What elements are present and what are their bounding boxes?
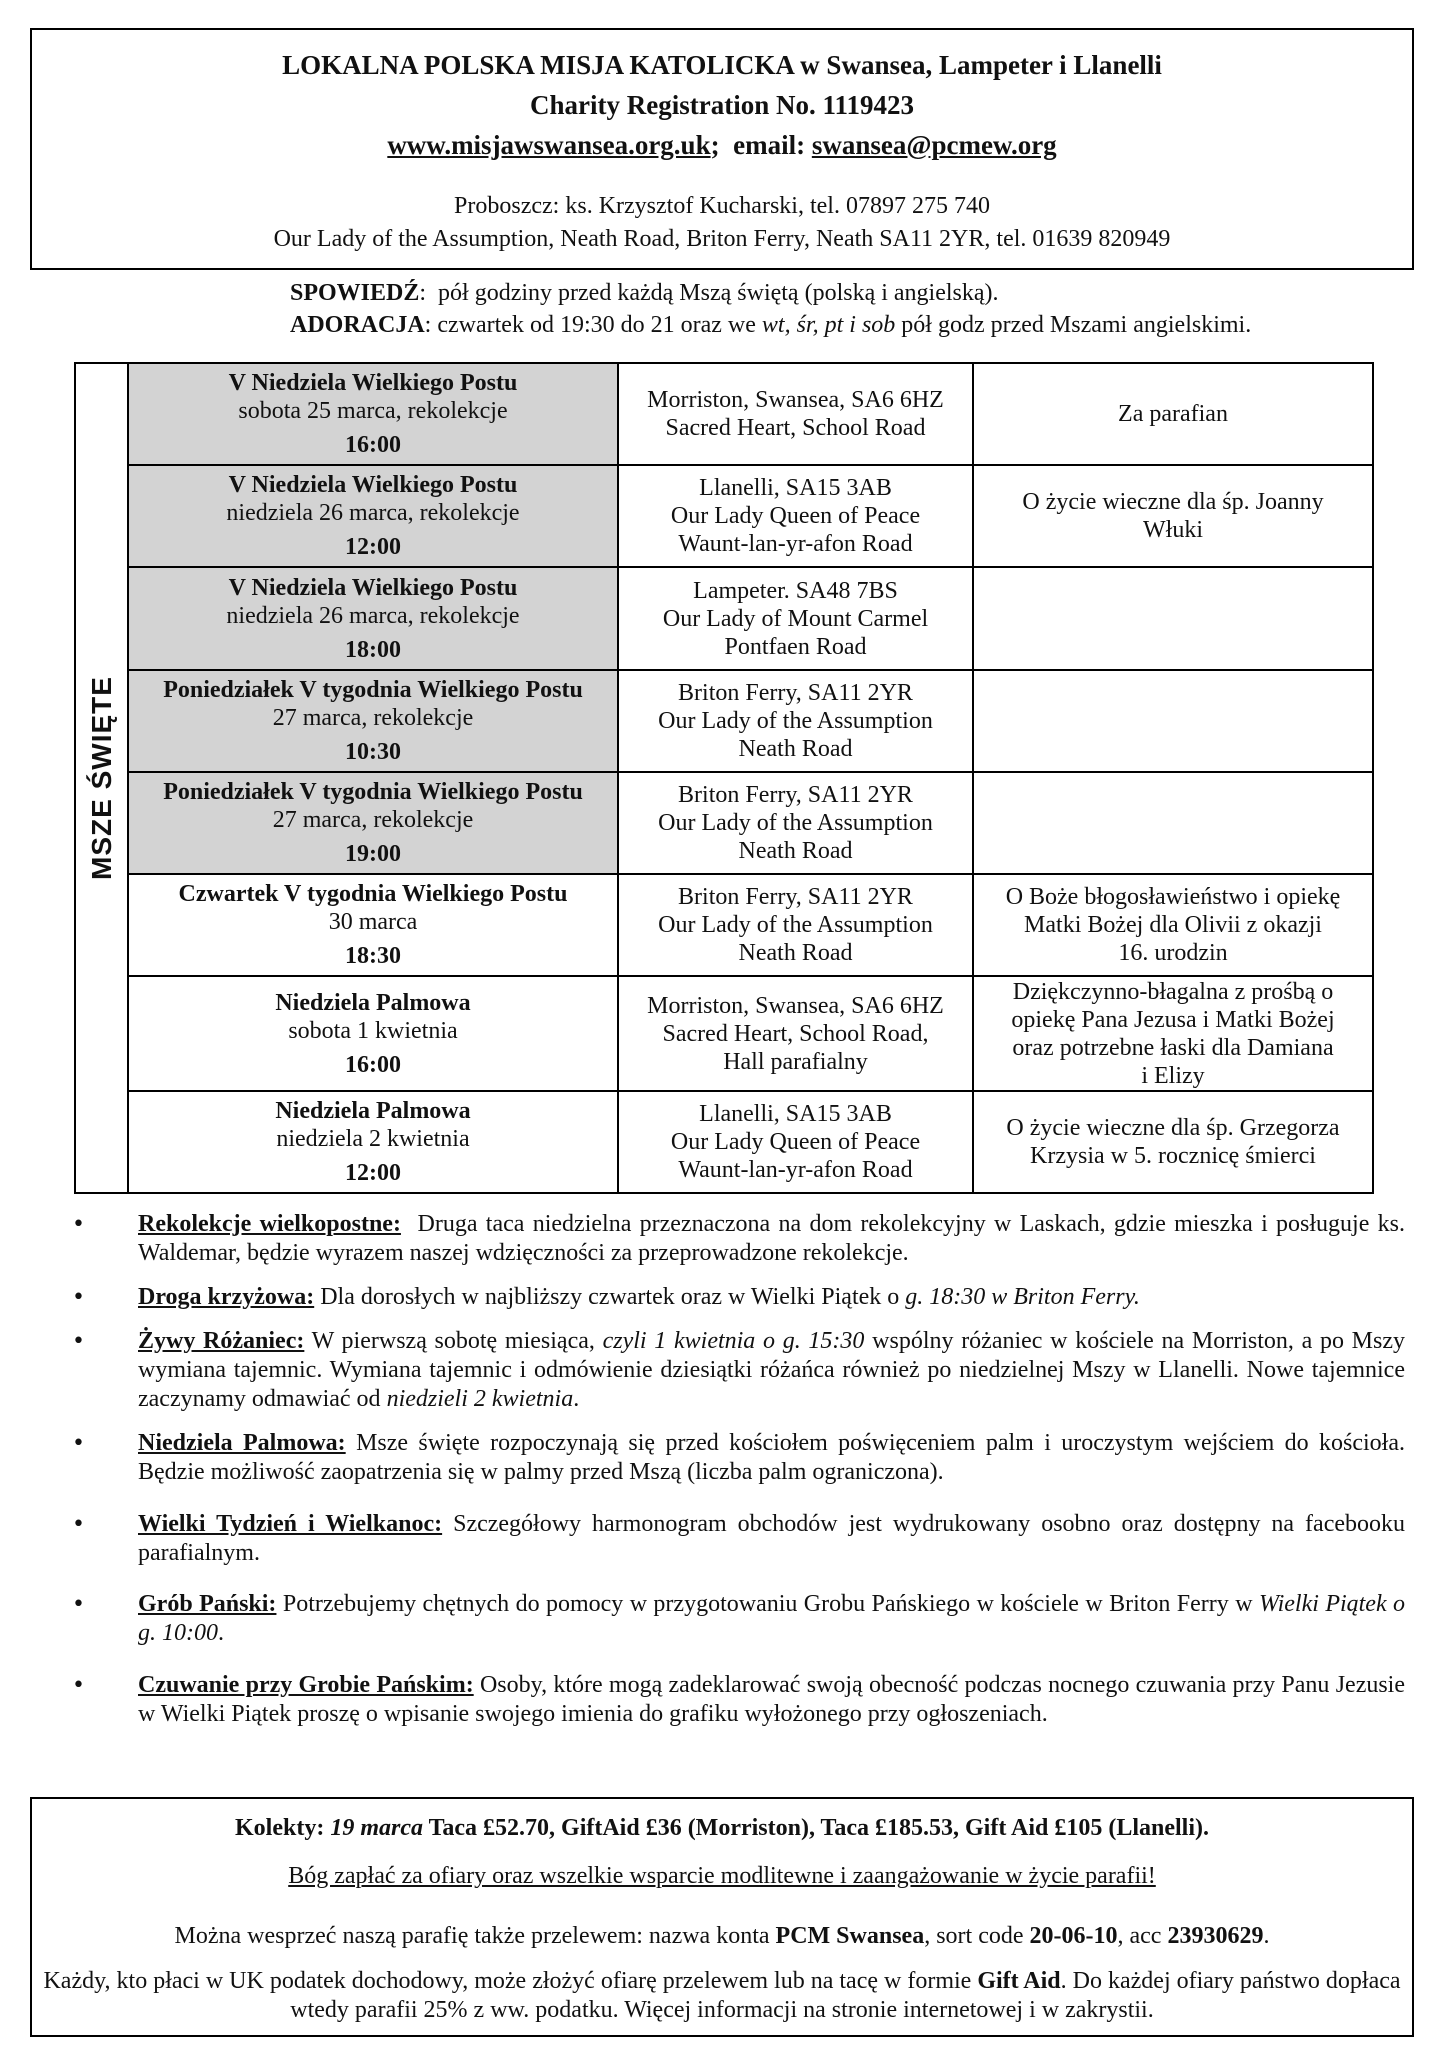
intention-line: O Boże błogosławieństwo i opiekę bbox=[1005, 884, 1341, 911]
mass-date: niedziela 26 marca, rekolekcje bbox=[226, 500, 520, 527]
place-line: Morriston, Swansea, SA6 6HZ bbox=[647, 992, 944, 1019]
mass-time: 16:00 bbox=[345, 432, 401, 459]
table-row bbox=[75, 874, 1373, 976]
mass-title: V Niedziela Wielkiego Postu bbox=[228, 472, 518, 499]
mass-date-cell bbox=[128, 874, 618, 976]
place-line: Waunt-lan-yr-afon Road bbox=[678, 531, 913, 558]
confession-text: pół godziny przed każdą Mszą świętą (polską i angielską). bbox=[438, 280, 999, 306]
notice-title: Wielki Tydzień i Wielkanoc: bbox=[138, 1511, 443, 1537]
mass-place-cell bbox=[618, 772, 973, 874]
table-row bbox=[75, 465, 1373, 567]
mass-date-cell bbox=[128, 465, 618, 567]
giftaid-line bbox=[32, 1967, 1412, 2025]
mass-place-cell bbox=[618, 465, 973, 567]
intention-line: O życie wieczne dla śp. Grzegorza bbox=[1006, 1114, 1340, 1141]
mass-date: niedziela 26 marca, rekolekcje bbox=[226, 602, 520, 629]
place-line: Pontfaen Road bbox=[724, 633, 867, 660]
intention-line: 16. urodzin bbox=[1118, 940, 1228, 967]
list-item: • Droga krzyżowa: Dla dorosłych w najbliższy czwartek oraz w Wielki Piątek o g. 18:30 w Briton Ferry. bbox=[72, 1284, 1140, 1310]
mass-title: Niedziela Palmowa bbox=[275, 1097, 471, 1124]
acc-label: , acc bbox=[1117, 1923, 1162, 1949]
period: . bbox=[1263, 1923, 1270, 1949]
place-line: Briton Ferry, SA11 2YR bbox=[678, 679, 913, 706]
confession-label: SPOWIEDŹ bbox=[290, 280, 420, 306]
mission-title: LOKALNA POLSKA MISJA KATOLICKA w Swansea, Lampeter i Llanelli bbox=[282, 50, 1162, 80]
notice-text: W pierwszą sobotę miesiąca, bbox=[311, 1328, 595, 1354]
list-item: • Rekolekcje wielkopostne: Druga taca niedzielna przeznaczona na dom rekolekcyjny w Laskach, gdzie mieszka i posługuje ks. Waldemar, będzie wyrazem naszej wdzięczności za przeprowadzone rekolekcje. bbox=[72, 1211, 1405, 1266]
collections-text: Taca £52.70, GiftAid £36 (Morriston), Taca £185.53, Gift Aid £105 (Llanelli). bbox=[428, 1815, 1210, 1841]
place-line: Neath Road bbox=[738, 940, 853, 967]
notice-title: Grób Pański: bbox=[138, 1591, 277, 1617]
mass-date: sobota 1 kwietnia bbox=[288, 1017, 458, 1044]
place-line: Lampeter. SA48 7BS bbox=[693, 577, 898, 604]
charity-registration: Charity Registration No. 1119423 bbox=[530, 90, 914, 120]
mass-time: 18:30 bbox=[345, 943, 401, 970]
adoration-line: ADORACJA: czwartek od 19:30 do 21 oraz we wt, śr, pt i sob pół godz przed Mszami angielskimi. bbox=[290, 312, 1252, 338]
table-row bbox=[75, 567, 1373, 669]
place-line: Our Lady Queen of Peace bbox=[670, 503, 921, 530]
notice-title: Niedziela Palmowa: bbox=[138, 1430, 346, 1456]
adoration-text-before: czwartek od 19:30 do 21 oraz we bbox=[437, 312, 756, 338]
place-line: Morriston, Swansea, SA6 6HZ bbox=[647, 387, 944, 414]
confession-line: SPOWIEDŹ: pół godziny przed każdą Mszą świętą (polską i angielską). bbox=[290, 280, 999, 306]
intention-line: Włuki bbox=[1143, 517, 1203, 544]
mass-time: 12:00 bbox=[345, 1159, 401, 1186]
mass-date: 30 marca bbox=[328, 909, 418, 936]
notice-text: Osoby, które mogą zadeklarować swoją obecność podczas nocnego czuwania przy Panu Jezusie w Wielki Piątek proszę o wpisanie swojego imienia do grafiku wyłożonego przy ogłoszeniach. bbox=[138, 1672, 1406, 1727]
mass-time: 12:00 bbox=[345, 534, 401, 561]
table-row bbox=[75, 1091, 1373, 1193]
contact-line: www.misjawswansea.org.uk; email: swansea@pcmew.org bbox=[387, 130, 1057, 160]
place-line: Hall parafialny bbox=[723, 1048, 868, 1075]
priest-info: Proboszcz: ks. Krzysztof Kucharski, tel. 07897 275 740 bbox=[454, 193, 990, 219]
place-line: Neath Road bbox=[738, 838, 853, 865]
table-row bbox=[75, 772, 1373, 874]
side-label: MSZE ŚWIĘTE bbox=[85, 676, 117, 880]
mass-date: sobota 25 marca, rekolekcje bbox=[238, 398, 508, 425]
email-link[interactable]: swansea@pcmew.org bbox=[811, 130, 1057, 160]
mass-place-cell bbox=[618, 670, 973, 772]
notice-title: Żywy Różaniec: bbox=[138, 1328, 305, 1354]
notice-title: Czuwanie przy Grobie Pańskim: bbox=[138, 1672, 474, 1698]
notice-text: Msze święte rozpoczynają się przed kościołem poświęceniem palm i uroczystym wejściem do kościoła. Będzie możliwość zaopatrzenia się w palmy przed Mszą (liczba palm ograniczona). bbox=[138, 1430, 1405, 1485]
notice-text: Potrzebujemy chętnych do pomocy w przygotowaniu Grobu Pańskiego w kościele w Briton Ferry w bbox=[282, 1591, 1253, 1617]
intention-line: opiekę Pana Jezusa i Matki Bożej bbox=[1011, 1006, 1335, 1033]
list-item: • Niedziela Palmowa: Msze święte rozpoczynają się przed kościołem poświęceniem palm i uroczystym wejściem do kościoła. Będzie możliwość zaopatrzenia się w palmy przed Mszą (liczba palm ograniczona). bbox=[72, 1430, 1405, 1485]
mass-schedule-table bbox=[74, 362, 1374, 1194]
list-item: • Żywy Różaniec: W pierwszą sobotę miesiąca, czyli 1 kwietnia o g. 15:30 wspólny różaniec w kościele na Morriston, a po Mszy wymiana tajemnic. Wymiana tajemnic i odmówienie dziesiątki różańca również po niedzielnej Mszy w Llanelli. Nowe tajemnice zaczynamy odmawiać od niedzieli 2 kwietnia. bbox=[72, 1328, 1406, 1412]
place-line: Our Lady of the Assumption bbox=[658, 707, 933, 734]
place-line: Llanelli, SA15 3AB bbox=[699, 475, 892, 502]
mass-date: niedziela 2 kwietnia bbox=[276, 1125, 470, 1152]
notice-text: wspólny różaniec w kościele na Morriston, a po Mszy wymiana tajemnic. Wymiana tajemnic i odmówienie dziesiątki różańca również po niedzielnej Mszy w Llanelli. Nowe tajemnice zaczynamy odmawiać od bbox=[138, 1328, 1406, 1412]
adoration-label: ADORACJA bbox=[290, 312, 425, 338]
notice-text: Dla dorosłych w najbliższy czwartek oraz w Wielki Piątek o bbox=[320, 1284, 900, 1310]
intention-line: O życie wieczne dla śp. Joanny bbox=[1022, 489, 1324, 516]
header-box bbox=[30, 28, 1414, 270]
intention-line: Za parafian bbox=[1118, 401, 1228, 428]
mass-title: Poniedziałek V tygodnia Wielkiego Postu bbox=[163, 779, 583, 806]
mass-intention-cell bbox=[973, 465, 1373, 567]
giftaid-name: Gift Aid bbox=[977, 1968, 1061, 1994]
mass-date-cell bbox=[128, 567, 618, 669]
mass-time: 16:00 bbox=[345, 1051, 401, 1078]
notice-title: Droga krzyżowa: bbox=[138, 1284, 315, 1310]
account-number: 23930629 bbox=[1167, 1923, 1264, 1949]
notice-text: Szczegółowy harmonogram obchodów jest wydrukowany osobno oraz dostępny na facebooku parafialnym. bbox=[138, 1511, 1406, 1566]
mass-intention-cell bbox=[973, 670, 1373, 772]
mass-title: Poniedziałek V tygodnia Wielkiego Postu bbox=[163, 676, 583, 703]
mass-title: V Niedziela Wielkiego Postu bbox=[228, 574, 518, 601]
mass-date: 27 marca, rekolekcje bbox=[272, 807, 474, 834]
intention-line: Matki Bożej dla Olivii z okazji bbox=[1024, 912, 1322, 939]
mass-place-cell bbox=[618, 567, 973, 669]
place-line: Briton Ferry, SA11 2YR bbox=[678, 884, 913, 911]
mass-place-cell bbox=[618, 874, 973, 976]
place-line: Our Lady of the Assumption bbox=[658, 810, 933, 837]
mass-place-cell bbox=[618, 1091, 973, 1193]
mass-date-cell bbox=[128, 670, 618, 772]
place-line: Our Lady Queen of Peace bbox=[670, 1128, 921, 1155]
side-label-cell bbox=[75, 363, 128, 1193]
place-line: Our Lady of Mount Carmel bbox=[662, 605, 929, 632]
table-row bbox=[75, 363, 1373, 465]
mass-intention-cell bbox=[973, 363, 1373, 465]
mass-date-cell bbox=[128, 363, 618, 465]
mass-intention-cell bbox=[973, 976, 1373, 1090]
sort-label: , sort code bbox=[924, 1923, 1024, 1949]
place-line: Neath Road bbox=[738, 735, 853, 762]
notice-text: . bbox=[573, 1386, 580, 1412]
intention-line: oraz potrzebne łaski dla Damiana bbox=[1012, 1034, 1334, 1061]
list-item: • Wielki Tydzień i Wielkanoc: Szczegółowy harmonogram obchodów jest wydrukowany osobno oraz dostępny na facebooku parafialnym. bbox=[72, 1511, 1406, 1566]
list-item: • Grób Pański: Potrzebujemy chętnych do pomocy w przygotowaniu Grobu Pańskiego w kościele w Briton Ferry w Wielki Piątek o g. 10:00. bbox=[72, 1591, 1406, 1646]
collections-label: Kolekty: bbox=[234, 1815, 325, 1841]
mass-title: Niedziela Palmowa bbox=[275, 989, 471, 1016]
collections-date: 19 marca bbox=[330, 1815, 423, 1841]
mass-date-cell bbox=[128, 1091, 618, 1193]
place-line: Llanelli, SA15 3AB bbox=[699, 1100, 892, 1127]
footer-box bbox=[30, 1797, 1414, 2037]
table-row bbox=[75, 976, 1373, 1090]
adoration-days: wt, śr, pt i sob bbox=[761, 312, 896, 338]
place-line: Our Lady of the Assumption bbox=[658, 912, 933, 939]
mass-time: 19:00 bbox=[345, 841, 401, 868]
transfer-line bbox=[32, 1923, 1412, 1950]
intention-line: Krzysia w 5. rocznicę śmierci bbox=[1030, 1142, 1316, 1169]
mass-date: 27 marca, rekolekcje bbox=[272, 704, 474, 731]
intention-line: i Elizy bbox=[1141, 1062, 1205, 1089]
mass-intention-cell bbox=[973, 772, 1373, 874]
list-item: • Czuwanie przy Grobie Pańskim: Osoby, które mogą zadeklarować swoją obecność podczas nocnego czuwania przy Panu Jezusie w Wielki Piątek proszę o wpisanie swojego imienia do grafiku wyłożonego przy ogłoszeniach. bbox=[72, 1672, 1406, 1727]
mass-date-cell bbox=[128, 772, 618, 874]
place-line: Waunt-lan-yr-afon Road bbox=[678, 1156, 913, 1183]
intention-line: Dziękczynno-błagalna z prośbą o bbox=[1012, 978, 1334, 1005]
notice-italic: Wielki Piątek o g. 10:00 bbox=[138, 1591, 1406, 1646]
collections-line bbox=[32, 1815, 1412, 1842]
website-link[interactable]: www.misjawswansea.org.uk bbox=[387, 130, 711, 160]
mass-intention-cell bbox=[973, 567, 1373, 669]
table-row bbox=[75, 670, 1373, 772]
sort-code: 20-06-10 bbox=[1029, 1923, 1118, 1949]
mass-intention-cell bbox=[973, 1091, 1373, 1193]
email-label: email: bbox=[733, 130, 806, 160]
mass-date-cell bbox=[128, 976, 618, 1090]
mass-intention-cell bbox=[973, 874, 1373, 976]
mass-title: Czwartek V tygodnia Wielkiego Postu bbox=[178, 881, 568, 908]
parish-address: Our Lady of the Assumption, Neath Road, Briton Ferry, Neath SA11 2YR, tel. 01639 820949 bbox=[273, 226, 1171, 252]
notice-italic: g. 18:30 w Briton Ferry. bbox=[905, 1284, 1140, 1310]
mass-time: 10:30 bbox=[345, 738, 401, 765]
giftaid-text: Każdy, kto płaci w UK podatek dochodowy, może złożyć ofiarę przelewem lub na tacę w formie bbox=[43, 1968, 972, 1994]
transfer-text: Można wesprzeć naszą parafię także przelewem: nazwa konta bbox=[174, 1923, 770, 1949]
place-line: Briton Ferry, SA11 2YR bbox=[678, 782, 913, 809]
notice-text: Druga taca niedzielna przeznaczona na dom rekolekcyjny w Laskach, gdzie mieszka i posługuje ks. Waldemar, będzie wyrazem naszej wdzięczności za przeprowadzone rekolekcje. bbox=[138, 1211, 1405, 1266]
place-line: Sacred Heart, School Road, bbox=[662, 1020, 929, 1047]
adoration-text-after: pół godz przed Mszami angielskimi. bbox=[901, 312, 1252, 338]
notice-italic: czyli 1 kwietnia o g. 15:30 bbox=[602, 1328, 865, 1354]
place-line: Sacred Heart, School Road bbox=[665, 415, 926, 442]
notice-title: Rekolekcje wielkopostne: bbox=[138, 1211, 401, 1237]
account-name: PCM Swansea bbox=[775, 1923, 925, 1949]
mass-title: V Niedziela Wielkiego Postu bbox=[228, 370, 518, 397]
giftaid-text-after: . Do każdej ofiary państwo dopłaca wtedy parafii 25% z ww. podatku. Więcej informacji na stronie internetowej i w zakrystii. bbox=[290, 1968, 1401, 2023]
mass-time: 18:00 bbox=[345, 636, 401, 663]
mass-place-cell bbox=[618, 976, 973, 1090]
notice-italic: niedzieli 2 kwietnia bbox=[386, 1386, 574, 1412]
notice-text: . bbox=[218, 1620, 224, 1646]
thanks-line: Bóg zapłać za ofiary oraz wszelkie wsparcie modlitewne i zaangażowanie w życie parafii! bbox=[288, 1863, 1156, 1889]
mass-place-cell bbox=[618, 363, 973, 465]
